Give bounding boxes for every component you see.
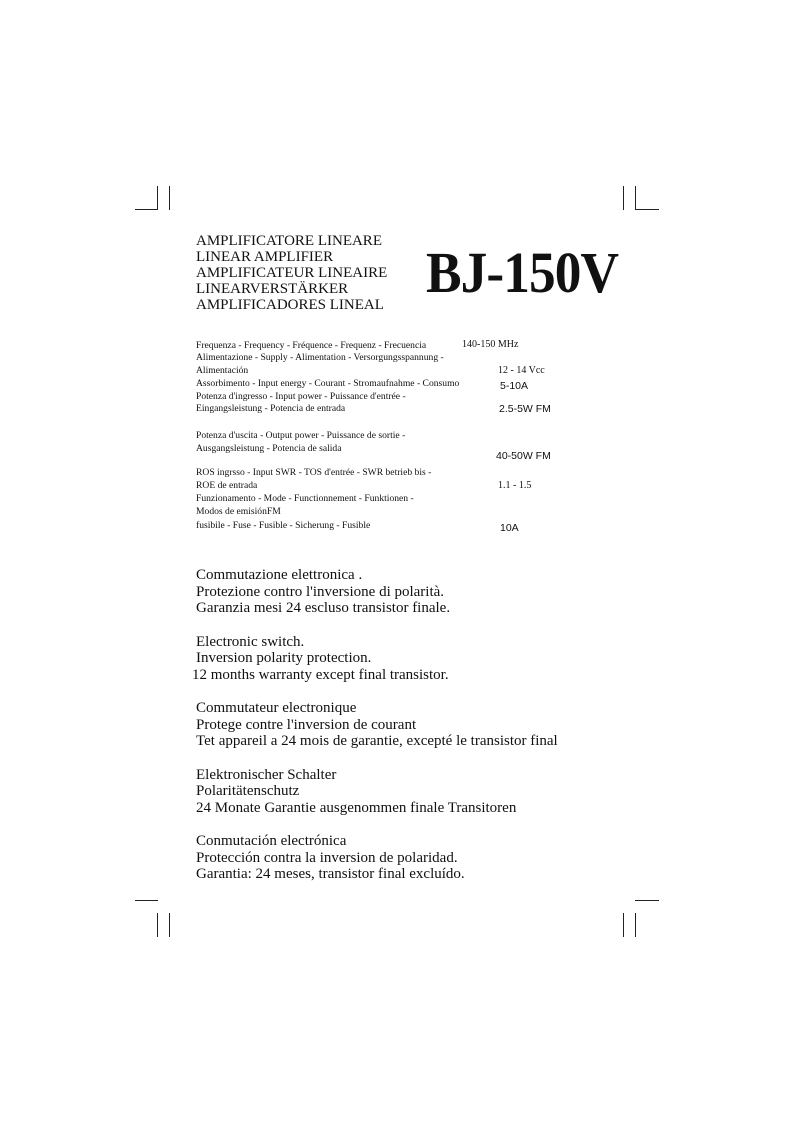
spec-swr-value: 1.1 - 1.5 (498, 480, 532, 491)
feature-line: Inversion polarity protection. (196, 650, 372, 666)
spec-supply-value: 12 - 14 Vcc (498, 365, 545, 376)
feature-group-es (196, 833, 558, 883)
spec-swr-label-1: ROS ingrsso - Input SWR - TOS d'entrée - SWR betrieb bis - (196, 467, 432, 478)
feature-line: Protezione contro l'inversione di polarità. (196, 583, 445, 600)
model-number: BJ-150V (426, 240, 619, 305)
feature-line: Electronic switch. (196, 633, 305, 650)
title-line-es: AMPLIFICADORES LINEAL (196, 297, 384, 313)
product-title-lines (196, 233, 387, 313)
spec-output-power-label-1: Potenza d'uscita - Output power - Puissance de sortie - (196, 430, 406, 441)
feature-line: Protege contre l'inversion de courant (196, 716, 417, 733)
spec-input-energy-value: 5-10A (500, 380, 529, 392)
feature-line: Polaritätenschutz (196, 783, 300, 799)
spec-input-energy-label: Assorbimento - Input energy - Courant - Stromaufnahme - Consumo (196, 378, 460, 389)
feature-line: Conmutación electrónica (196, 833, 347, 849)
feature-group-en (192, 633, 558, 684)
feature-line: Tet appareil a 24 mois de garantie, excepté le transistor final (196, 733, 558, 749)
feature-group-de (196, 767, 558, 817)
spec-frequency-value: 140-150 MHz (462, 339, 519, 350)
feature-line: Elektronischer Schalter (196, 766, 337, 783)
feature-line: Garanzia mesi 24 escluso transistor finale. (196, 600, 451, 616)
spec-swr-label-2: ROE de entrada (196, 480, 258, 491)
spec-mode-label-2: Modos de emisiónFM (196, 506, 281, 517)
spec-frequency-label: Frequenza - Frequency - Fréquence - Frequenz - Frecuencia (196, 340, 427, 351)
spec-mode-label-1: Funzionamento - Mode - Functionnement - Funktionen - (196, 493, 414, 504)
spec-input-power-label-2: Eingangsleistung - Potencia de entrada (196, 403, 346, 414)
spec-supply-label-1: Alimentazione - Supply - Alimentation - Versorgungsspannung - (196, 352, 444, 363)
title-line-en: LINEAR AMPLIFIER (196, 249, 334, 265)
feature-group-it (196, 567, 558, 617)
feature-line: Protección contra la inversion de polaridad. (196, 849, 458, 866)
feature-list (192, 567, 558, 900)
feature-line: Commutazione elettronica . (196, 567, 363, 583)
spec-output-power-value: 40-50W FM (496, 450, 551, 462)
feature-line: 24 Monate Garantie ausgenommen finale Transitoren (196, 799, 517, 816)
feature-line: Garantia: 24 meses, transistor final excluído. (196, 866, 465, 882)
spec-input-power-value: 2.5-5W FM (499, 403, 551, 415)
spec-supply-label-2: Alimentación (196, 365, 249, 376)
spec-input-power-label-1: Potenza d'ingresso - Input power - Puissance d'entrée - (196, 391, 406, 402)
spec-fuse-value: 10A (500, 522, 519, 534)
feature-line: 12 months warranty except final transistor. (192, 666, 449, 683)
title-line-de: LINEARVERSTÄRKER (196, 281, 349, 297)
spec-output-power-label-2: Ausgangsleistung - Potencia de salida (196, 443, 342, 454)
feature-group-fr (196, 700, 558, 750)
title-line-it: AMPLIFICATORE LINEARE (196, 233, 382, 249)
spec-fuse-label: fusibile - Fuse - Fusible - Sicherung - Fusible (196, 520, 371, 531)
title-line-fr: AMPLIFICATEUR LINEAIRE (196, 265, 388, 281)
feature-line: Commutateur electronique (196, 700, 357, 716)
